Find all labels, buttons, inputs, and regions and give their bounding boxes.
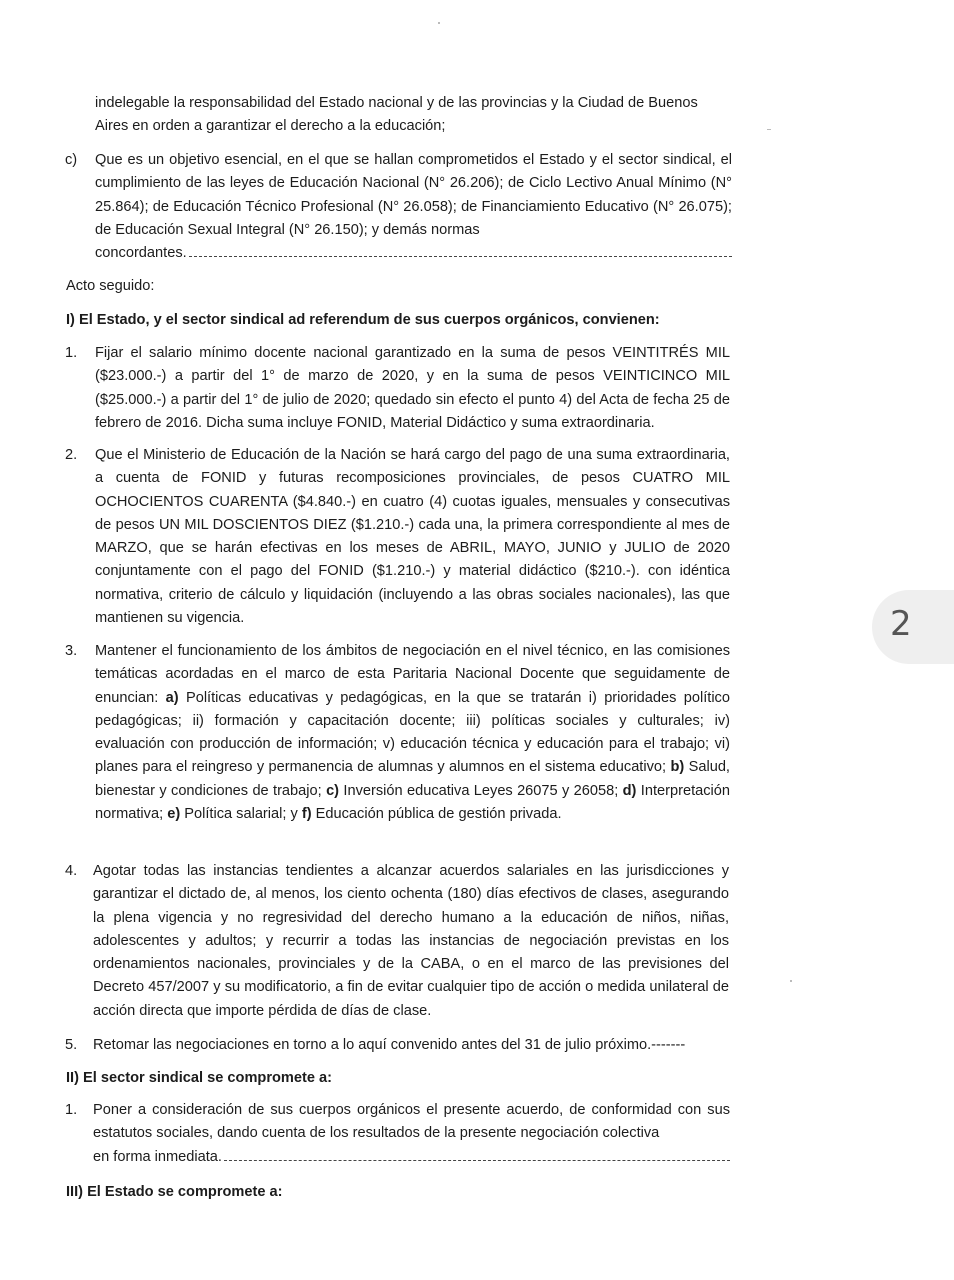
section-1-item-4-number: 4.: [65, 863, 78, 879]
section-2-item-1-text: Poner a consideración de sus cuerpos orgánicos el presente acuerdo, de conformidad con sus estatutos sociales, dando cuenta de los resultados de la presente negociación colectiva: [93, 1102, 730, 1142]
item-3-f-label: f): [301, 806, 312, 823]
section-1-item-2-text: Que el Ministerio de Educación de la Nación se hará cargo del pago de una suma extraordinaria, a cuenta de FONID y futuras recomposiciones provinciales, de pesos CUATRO MIL OCHOCIENTOS CUARENTA ($4.840.-) en cuatro (4) cuotas iguales, mensuales y consecutivas de pesos UN MIL DOSCIENTOS DIEZ ($1.210.-) cada una, la primera correspondiente al mes de MARZO, que se harán efectivas en los meses de ABRIL, MAYO, JUNIO y JULIO de 2020 conjuntamente con el pago del FONID ($1.210.-) y material didáctico ($210.-). con idéntica normativa, criterio de cálculo y liquidación (incluyendo a las obras sociales nacionales), las que mantienen su vigencia.: [95, 447, 730, 627]
section-1-item-5: [93, 1034, 733, 1057]
item-3-a-text: Políticas educativas y pedagógicas, en la que se tratarán i) prioridades político pedagógicas; ii) formación y capacitación docente; iii) políticas sociales y culturales; iv) evaluación con producción de información; v) educación técnica y educación para el trabajo; vi) planes para el reingreso y permanencia de alumnas y alumnos en el sistema educativo;: [95, 689, 730, 776]
section-1-item-3-text: [95, 640, 730, 826]
section-1-item-3: [95, 640, 730, 826]
item-3-intro: Mantener el funcionamiento de los ámbitos de negociación en el nivel técnico, en las comisiones temáticas acordadas en el marco de esta Paritaria Nacional Docente que seguidamente de enuncian:: [95, 643, 730, 706]
section-2-item-1: [93, 1099, 730, 1169]
section-1-item-4-text: Agotar todas las instancias tendientes a alcanzar acuerdos salariales en las jurisdicciones y garantizar el dictado de, al menos, los ciento ochenta (180) días efectivos de clases, asegurando la plena vigencia y no regresividad del derecho humano a la educación de niños, niñas, adolescentes y adultos; y recurrir a todas las instancias de negociación previstas en los ordenamientos nacionales, provinciales y de la CABA, o en el marco de las previsiones del Decreto 457/2007 y su modificatorio, a fin de evitar cualquier tipo de acción o medida unilateral de acción directa que importe pérdida de días de clase.: [93, 863, 729, 1019]
dash-filler-line: [224, 1156, 730, 1161]
item-c-last-word: concordantes.: [95, 245, 187, 262]
acto-seguido-text: Acto seguido:: [66, 278, 155, 294]
item-c-body: Que es un objetivo esencial, en el que se hallan comprometidos el Estado y el sector sindical, el cumplimiento de las leyes de Educación Nacional (N° 26.206); de Ciclo Lectivo Anual Mínimo (N° 25.864); de Educación Técnico Profesional (N° 26.058); de Financiamiento Educativo (N° 26.075); de Educación Sexual Integral (N° 26.150); y demás normas: [95, 152, 732, 238]
item-3-f-text: Educación pública de gestión privada.: [315, 806, 562, 823]
item-3-c-label: c): [326, 782, 340, 799]
scan-speck: [767, 129, 771, 130]
item-3-e-label: e): [167, 806, 181, 823]
section-1-item-1-text: Fijar el salario mínimo docente nacional garantizado en la suma de pesos VEINTITRÉS MIL ($23.000.-) a partir del 1° de marzo de 2020, y en la suma de pesos VEINTICINCO MIL ($25.000.-) a partir del 1° de julio de 2020; quedado sin efecto el punto 4) del Acta de fecha 25 de febrero de 2016. Dicha suma incluye FONID, Material Didáctico y suma extraordinaria.: [95, 345, 730, 431]
section-1-item-2-number: 2.: [65, 447, 78, 463]
item-3-a-label: a): [165, 689, 179, 706]
item-3-e-text: Política salarial; y: [184, 806, 298, 823]
section-1-item-1: [95, 342, 730, 435]
continuation-line-2: Aires en orden a garantizar el derecho a la educación;: [95, 118, 446, 135]
continuation-paragraph: [95, 92, 735, 139]
section-1-item-1-number: 1.: [65, 345, 78, 361]
item-c-text: [95, 149, 732, 265]
item-3-d-text: Interpretación normativa;: [95, 782, 731, 823]
item-c-marker: c): [65, 152, 78, 168]
item-c-last-line: [95, 242, 732, 265]
item-3-c-text: Inversión educativa Leyes 26075 y 26058;: [343, 782, 619, 799]
scan-speck: [790, 980, 792, 982]
item-3-b-text: Salud, bienestar y condiciones de trabajo;: [95, 759, 730, 799]
scan-speck: [438, 22, 440, 24]
section-1-item-4: [93, 860, 729, 1023]
section-1-item-5-text: Retomar las negociaciones en torno a lo aquí convenido antes del 31 de julio próximo.-------: [93, 1037, 686, 1053]
section-3-heading: III) El Estado se compromete a:: [66, 1184, 283, 1200]
section-2-heading: II) El sector sindical se compromete a:: [66, 1070, 333, 1086]
section-2-item-1-number: 1.: [65, 1102, 78, 1118]
section-1-item-5-number: 5.: [65, 1037, 78, 1053]
page-number: 2: [890, 604, 912, 644]
dash-filler-line: [189, 252, 732, 257]
section-2-item-1-last-words: en forma inmediata.: [93, 1148, 222, 1165]
section-1-heading: I) El Estado, y el sector sindical ad referendum de sus cuerpos orgánicos, convienen:: [66, 312, 660, 328]
continuation-line-1: indelegable la responsabilidad del Estado nacional y de las provincias y la Ciudad de Buenos: [95, 95, 698, 111]
item-3-b-label: b): [670, 759, 685, 776]
section-1-item-3-number: 3.: [65, 643, 78, 659]
item-3-d-label: d): [622, 782, 637, 799]
section-2-item-1-last-line: [93, 1146, 730, 1169]
section-1-item-2: [95, 444, 730, 630]
page-number-tab: [872, 590, 954, 664]
